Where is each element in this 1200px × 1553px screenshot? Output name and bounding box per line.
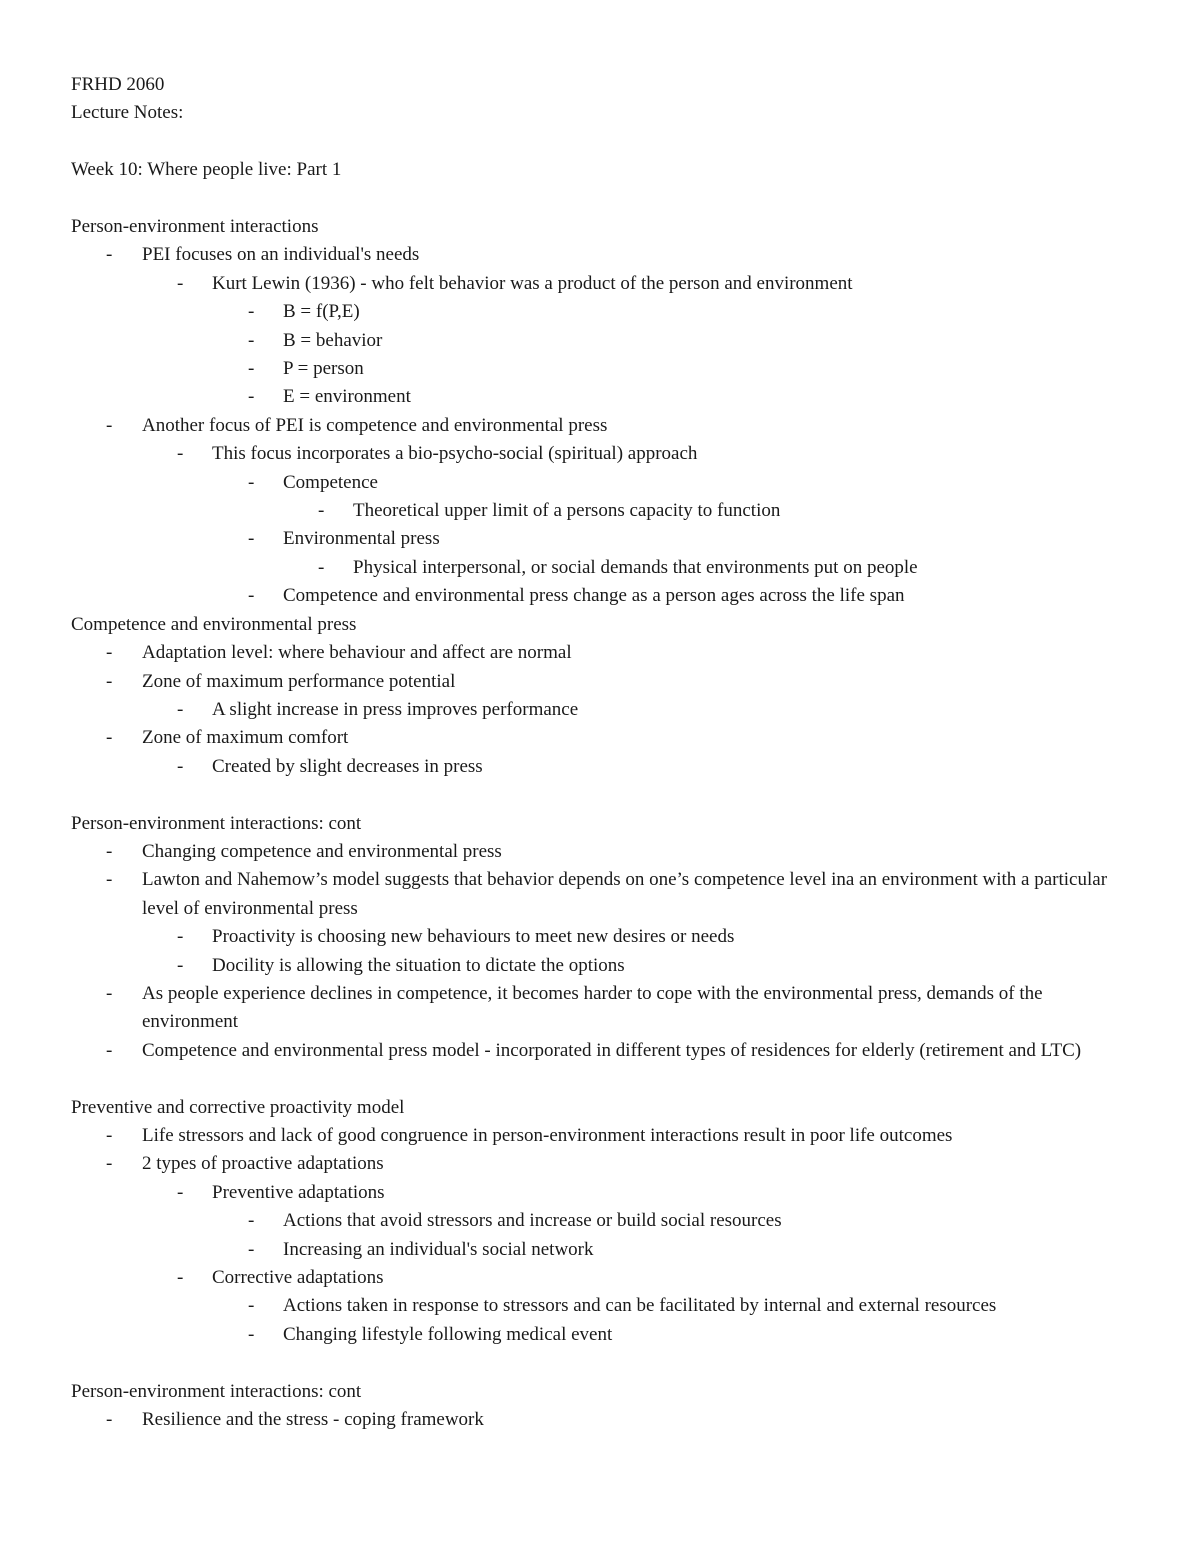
bullet-item-level-3 <box>71 1236 1131 1264</box>
bullet-text: P = person <box>283 358 364 380</box>
bullet-text: B = f(P,E) <box>283 301 360 323</box>
bullet-dash-icon: - <box>248 1323 255 1345</box>
bullet-text: Adaptation level: where behaviour and affect are normal <box>142 642 572 664</box>
bullet-text: Competence and environmental press model - incorporated in different types of residences for elderly (retirement and LTC) <box>142 1039 1082 1061</box>
document-page <box>71 71 1131 1434</box>
bullet-item-level-1 <box>71 1037 1131 1065</box>
bullet-item-level-2 <box>71 923 1131 951</box>
bullet-dash-icon: - <box>248 329 255 351</box>
bullet-item-level-1 <box>71 724 1131 752</box>
bullet-item-level-3 <box>71 1207 1131 1235</box>
bullet-dash-icon: - <box>106 670 113 692</box>
bullet-text: Kurt Lewin (1936) - who felt behavior was a product of the person and environment <box>212 272 853 294</box>
bullet-text: Actions that avoid stressors and increase or build social resources <box>283 1210 782 1232</box>
bullet-text: Preventive adaptations <box>212 1181 385 1203</box>
blank-line <box>71 185 1131 213</box>
bullet-item-level-3 <box>71 355 1131 383</box>
bullet-dash-icon: - <box>106 982 113 1004</box>
bullet-dash-icon: - <box>106 1039 113 1061</box>
bullet-item-level-1 <box>71 668 1131 696</box>
bullet-dash-icon: - <box>248 358 255 380</box>
bullet-item-level-1 <box>71 241 1131 269</box>
bullet-text: Corrective adaptations <box>212 1267 384 1288</box>
bullet-item-level-1 <box>71 1406 1131 1434</box>
bullet-text: PEI focuses on an individual's needs <box>142 244 420 266</box>
blank-line <box>71 1349 1131 1377</box>
bullet-text: 2 types of proactive adaptations <box>142 1153 384 1175</box>
section-heading: Preventive and corrective proactivity model <box>71 1096 405 1118</box>
blank-line <box>71 128 1131 156</box>
bullet-text: Created by slight decreases in press <box>212 755 483 777</box>
bullet-text: Competence and environmental press change as a person ages across the life span <box>283 585 905 607</box>
bullet-text: Zone of maximum performance potential <box>142 670 456 692</box>
document-subtitle: Lecture Notes: <box>71 102 184 124</box>
bullet-item-level-3 <box>71 383 1131 411</box>
bullet-text: Environmental press <box>283 528 440 550</box>
notes-body <box>71 213 1131 1434</box>
bullet-dash-icon: - <box>318 500 325 522</box>
bullet-dash-icon: - <box>106 869 113 891</box>
bullet-text: Resilience and the stress - coping framework <box>142 1409 484 1431</box>
bullet-dash-icon: - <box>177 926 184 948</box>
bullet-text: As people experience declines in competence, it becomes harder to cope with the environmental press, demands of the environment <box>142 982 1043 1033</box>
bullet-dash-icon: - <box>106 1153 113 1175</box>
bullet-text: Lawton and Nahemow’s model suggests that behavior depends on one’s competence level ina an environment with a particular level of environmental press <box>142 869 1108 919</box>
bullet-dash-icon: - <box>106 1124 113 1146</box>
bullet-item-level-1 <box>71 1150 1131 1178</box>
bullet-dash-icon: - <box>248 386 255 408</box>
bullet-item-level-1 <box>71 412 1131 440</box>
bullet-item-level-1 <box>71 639 1131 667</box>
bullet-dash-icon: - <box>248 301 255 323</box>
bullet-dash-icon: - <box>177 272 184 294</box>
bullet-text: Life stressors and lack of good congruence in person-environment interactions result in poor life outcomes <box>142 1124 953 1146</box>
bullet-item-level-2 <box>71 1264 1131 1292</box>
bullet-text: Changing competence and environmental press <box>142 840 502 862</box>
bullet-dash-icon: - <box>248 471 255 493</box>
bullet-item-level-4 <box>71 554 1131 582</box>
bullet-dash-icon: - <box>106 840 113 862</box>
bullet-dash-icon: - <box>318 556 325 578</box>
blank-line <box>71 1065 1131 1093</box>
bullet-dash-icon: - <box>248 1295 255 1317</box>
bullet-dash-icon: - <box>106 414 113 436</box>
bullet-item-level-3 <box>71 1292 1131 1320</box>
bullet-text: Docility is allowing the situation to dictate the options <box>212 954 625 976</box>
section-heading: Competence and environmental press <box>71 613 357 635</box>
bullet-item-level-1 <box>71 1122 1131 1150</box>
bullet-dash-icon: - <box>106 244 113 266</box>
bullet-item-level-1 <box>71 980 1131 1037</box>
bullet-text: Zone of maximum comfort <box>142 727 349 749</box>
bullet-text: Another focus of PEI is competence and environmental press <box>142 414 608 436</box>
bullet-item-level-2 <box>71 270 1131 298</box>
bullet-dash-icon: - <box>106 727 113 749</box>
bullet-text: Physical interpersonal, or social demands that environments put on people <box>353 556 918 578</box>
bullet-text: Changing lifestyle following medical event <box>283 1323 613 1345</box>
bullet-text: E = environment <box>283 386 411 408</box>
bullet-dash-icon: - <box>248 585 255 607</box>
bullet-item-level-2 <box>71 1179 1131 1207</box>
bullet-item-level-3 <box>71 327 1131 355</box>
bullet-text: A slight increase in press improves performance <box>212 698 579 720</box>
bullet-item-level-1 <box>71 866 1131 923</box>
bullet-dash-icon: - <box>177 954 184 976</box>
blank-line <box>71 781 1131 809</box>
bullet-item-level-1 <box>71 838 1131 866</box>
bullet-dash-icon: - <box>248 528 255 550</box>
bullet-text: Increasing an individual's social network <box>283 1238 594 1260</box>
bullet-dash-icon: - <box>248 1210 255 1232</box>
bullet-item-level-3 <box>71 298 1131 326</box>
bullet-item-level-3 <box>71 525 1131 553</box>
bullet-item-level-2 <box>71 952 1131 980</box>
course-code: FRHD 2060 <box>71 74 165 95</box>
bullet-text: Theoretical upper limit of a persons capacity to function <box>353 500 781 522</box>
bullet-text: This focus incorporates a bio-psycho-social (spiritual) approach <box>212 443 698 465</box>
bullet-dash-icon: - <box>177 755 184 777</box>
bullet-dash-icon: - <box>177 1181 184 1203</box>
bullet-item-level-2 <box>71 696 1131 724</box>
bullet-dash-icon: - <box>106 642 113 664</box>
bullet-dash-icon: - <box>106 1409 113 1431</box>
bullet-text: Competence <box>283 471 378 493</box>
bullet-text: Proactivity is choosing new behaviours to meet new desires or needs <box>212 926 735 948</box>
bullet-item-level-3 <box>71 582 1131 610</box>
bullet-item-level-3 <box>71 469 1131 497</box>
bullet-item-level-2 <box>71 440 1131 468</box>
section-heading: Person-environment interactions <box>71 216 319 237</box>
week-title: Week 10: Where people live: Part 1 <box>71 159 342 181</box>
bullet-dash-icon: - <box>177 443 184 465</box>
section-heading: Person-environment interactions: cont <box>71 1380 362 1402</box>
bullet-text: B = behavior <box>283 329 383 351</box>
bullet-item-level-4 <box>71 497 1131 525</box>
bullet-item-level-3 <box>71 1321 1131 1349</box>
bullet-dash-icon: - <box>177 1267 184 1288</box>
bullet-dash-icon: - <box>177 698 184 720</box>
bullet-item-level-2 <box>71 753 1131 781</box>
section-heading: Person-environment interactions: cont <box>71 812 362 834</box>
bullet-text: Actions taken in response to stressors and can be facilitated by internal and external resources <box>283 1295 997 1317</box>
bullet-dash-icon: - <box>248 1238 255 1260</box>
